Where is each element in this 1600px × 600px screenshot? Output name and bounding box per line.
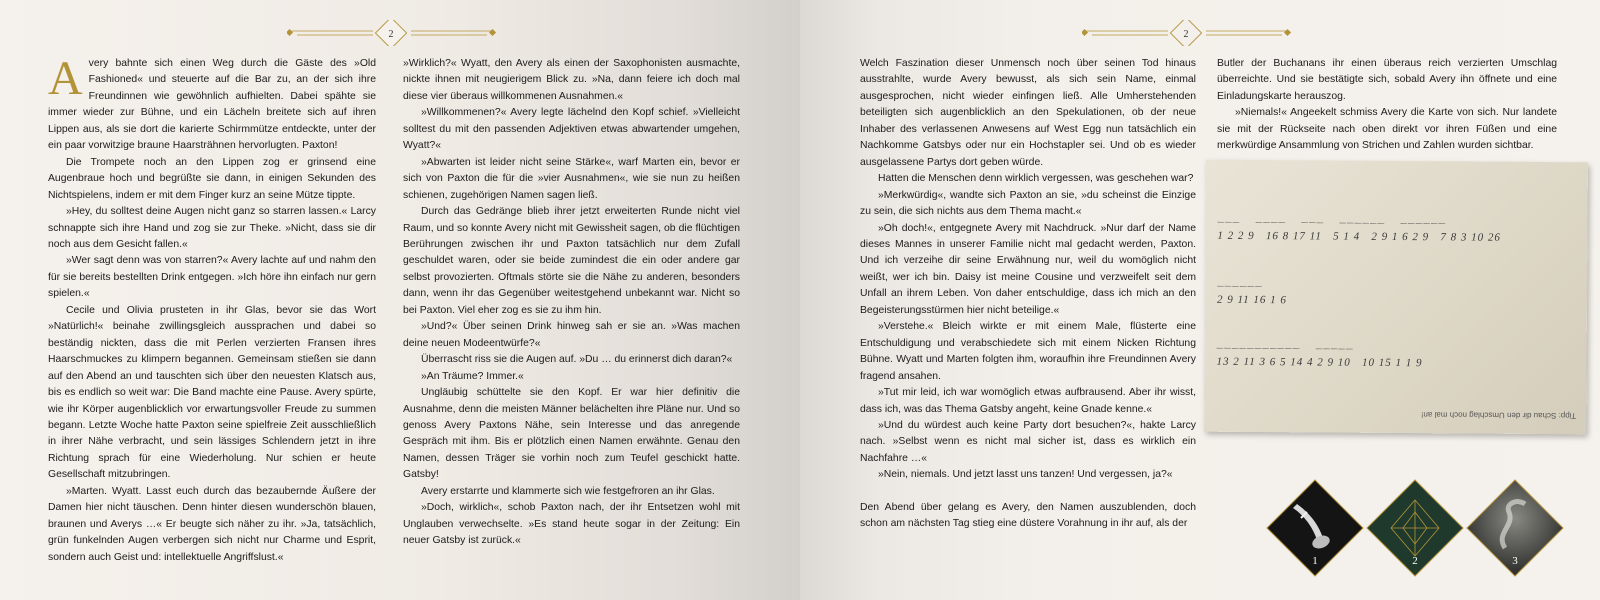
tile-label: 1 (1312, 555, 1318, 567)
paragraph: Butler der Buchanans ihr einen überaus reich verzierten Umschlag überreichte. Und sie bestätigte sich, sobald Avery ihn öffnete und eine Einladungskarte herauszog. (1217, 58, 1557, 102)
cipher-line: 13 2 11 3 6 5 14 4 2 9 10 10 15 1 1 9 (1216, 355, 1423, 370)
paragraph: »Hey, du solltest deine Augen nicht ganz so starren lassen.« Larcy schnappte sich ihre Hand und zog sie zur Theke. »Nicht, dass sie dir noch aus dem Gesicht fallen.« (48, 206, 376, 250)
cipher-line: 1 2 2 9 16 8 17 11 5 1 4 2 9 1 6 2 9 7 8 3 10 26 (1217, 229, 1501, 244)
cipher-line: 2 9 11 16 1 6 (1216, 293, 1287, 307)
paragraph: Durch das Gedränge blieb ihrer jetzt erweiterten Runde nicht viel Raum, und so konnte Avery nicht mit Gewissheit sagen, ob die flüchtigen Berührungen zwischen ihr und Paxton tatsächlich nur dem Zufall geschuldet waren, oder sie beide zumindest die ein oder andere gar selbst provozierten. Oftmals störte sie die Nähe zu anderen, besonders dann, wenn ihr das Gegenüber weitestgehend unbekannt war. Nicht so bei Paxton. Viel eher zog es sie zu ihm hin. (403, 206, 740, 316)
cipher-dashes: ___ ____ ___ ______ ______ (1217, 209, 1447, 225)
paragraph: Den Abend über gelang es Avery, den Namen auszublenden, doch schon am nächsten Tag stieg eine düstere Vorahnung in ihr auf, als der (860, 501, 1196, 530)
left-column-2 (403, 56, 740, 550)
paragraph: »Und du würdest auch keine Party dort besuchen?«, hakte Larcy nach. »Selbst wenn es nicht mal sicher ist, dass es wirklich ein Nachfahre …« (860, 419, 1196, 464)
invitation-card-back (1204, 160, 1588, 435)
paragraph: Überrascht riss sie die Augen auf. »Du … du erinnerst dich daran?« (421, 354, 733, 366)
paragraph: »Merkwürdig«, wandte sich Paxton an sie, »du scheinst die Einzige zu sein, die sich nichts aus dem Thema macht.« (860, 189, 1196, 218)
paragraph: »Abwarten ist leider nicht seine Stärke«, warf Marten ein, bevor er sich von Paxton die für die »vier Ausnahmen«, wie sie nun zu heißen schienen, zugehörigen Namen sagen ließ. (403, 156, 740, 201)
cipher-dashes: ______ (1217, 273, 1263, 288)
paragraph: »Wirklich?« Wyatt, den Avery als einen der Saxophonisten ausmachte, nickte ihnen mit neugierigem Blick zu. »Na, dann feiere ich doch mal diese vier überaus willkommenen Ausnahmen.« (403, 58, 740, 102)
paragraph: Avery erstarrte und klammerte sich wie festgefroren an ihr Glas. (421, 485, 715, 497)
chapter-tiles (1265, 478, 1565, 588)
hint-text: Tipp: Schau dir den Umschlag noch mal an! (1421, 410, 1577, 421)
paragraph: »Wer sagt denn was von starren?« Avery lachte auf und nahm den für sie bereits bestellten Drink entgegen. »Ich höre ihn einfach nur gern spielen.« (48, 255, 376, 300)
paragraph: »Und?« Über seinen Drink hinweg sah er sie an. »Was machen deine neuen Modeentwürfe?« (403, 321, 740, 349)
paragraph: »Willkommenen?« Avery legte lächelnd den Kopf schief. »Vielleicht solltest du mit den passenden Adjektiven etwas abwartender umgehen, Wyatt?« (403, 107, 740, 152)
page-number: 2 (388, 29, 394, 40)
paragraph: Cecile und Olivia prusteten in ihr Glas, bevor sie das Wort »Natürlich!« beinahe zwillingsgleich aussprachen und dabei so beständig nickten, dass die mit Perlen verzierten Fransen ihres Haarschmuckes zu klimpern begannen. Gemeinsam stießen sie dann auf den Abend an und tauschten sich über den neuesten Klatsch aus, bis es endlich so weit war: Die Band machte eine Pause. Avery spürte, wie ihr Körper augenblicklich vor erwartungsvoller Freude zu summen begann. Letzte Woche hatte Paxton seine spielfreie Zeit ausschließlich in ihrer Nähe verbracht, und sein lässiges Schlendern jetzt in ihre Richtung sprach für eine Wiederholung. Nur schien er heute Gesellschaft mitzubringen. (48, 304, 376, 481)
tile-label: 3 (1512, 555, 1518, 567)
paragraph: Die Trompete noch an den Lippen zog er grinsend eine Augenbraue hoch und begrüßte sie dann, in einigen Sekunden des Nichtspielens, indem er mit dem Finger kurz an seine Mütze tippte. (48, 156, 376, 201)
paragraph: »Niemals!« Angeekelt schmiss Avery die Karte von sich. Nur landete sie mit der Rückseite nach oben direkt vor ihren Füßen und eine merkwürdige Ansammlung von Strichen und Zahlen wurden sichtbar. (1217, 107, 1557, 152)
paragraph: very bahnte sich einen Weg durch die Gäste des »Old Fashioned« und steuerte auf die Bar zu, an der sich ihre Freundinnen wie gewöhnlich aufhielten. Dabei spähte sie immer wieder zur Bühne, und ein Lächeln breitete sich auf ihren Lippen aus, als sie dort die karierte Schirmmütze entdeckte, unter der ein paar vorwitzige braune Haarsträhnen hervorlugten. Paxton! (48, 58, 376, 152)
cipher-dashes: ___________ _____ (1216, 335, 1354, 350)
tile-2 (1365, 478, 1465, 578)
paragraph: »Nein, niemals. Und jetzt lasst uns tanzen! Und vergessen, ja?« (878, 469, 1173, 481)
paragraph: Ungläubig schüttelte sie den Kopf. Er war hier definitiv die Ausnahme, denn die meisten Männer belächelten ihre Pläne nur. Und so genoss Avery Paxtons Nähe, sein Interesse und das anregende Gespräch mit ihm. Bis er plötzlich einen Namen erwähnte. Genau den Namen, dessen Träger sie vorhin noch zum Teufel geschickt hatte. Gatsby! (403, 387, 740, 481)
page-number-ornament (1082, 20, 1292, 46)
paragraph: »Doch, wirklich«, schob Paxton nach, der ihr Entsetzen wohl mit Unglauben verwechselte. »Es stand heute sogar in der Zeitung: Ein neuer Gatsby ist zurück.« (403, 502, 740, 547)
page-number-ornament (287, 20, 497, 46)
paragraph: Hatten die Menschen denn wirklich vergessen, was geschehen war? (878, 173, 1194, 185)
drop-cap: A (48, 52, 83, 105)
paragraph: »Tut mir leid, ich war womöglich etwas aufbrausend. Aber ihr wisst, dass ich, was das Thema Gatsby angeht, keine Gnade kenne.« (860, 387, 1196, 415)
paragraph: »An Träume? Immer.« (421, 370, 524, 382)
paragraph: »Marten. Wyatt. Lasst euch durch das bezaubernde Äußere der Damen hier nicht täuschen. Denn hinter diesen wunderschön blauen, braunen und Averys …« Er beugte sich näher zu ihr. »Ja, tatsächlich, grün funkelnden Augen verbergen sich nicht nur Charme und Esprit, sondern auch Geist und: intellektuelle Angriffslust.« (48, 485, 376, 563)
tile-label: 2 (1412, 555, 1418, 567)
left-column-1 (48, 52, 376, 566)
paragraph: »Oh doch!«, entgegnete Avery mit Nachdruck. »Nur darf der Name dieses Mannes in unserer Familie nicht mal gedacht werden, Paxton. Und ich verzeihe dir seine Erwähnung nur, weil du womöglich nicht weißt, wer ich bin. Daisy ist meine Cousine und verzweifelt seit dem Unfall an ihrem Leben. Von daher entschuldige, dass ich mich an den Begeisterungsstürmen hier nicht beteilige.« (860, 222, 1196, 316)
tile-3 (1465, 478, 1565, 578)
page-number: 2 (1183, 29, 1189, 40)
tile-1 (1265, 478, 1365, 578)
right-column-1 (860, 56, 1196, 533)
paragraph: »Verstehe.« Bleich wirkte er mit einem Male, flüsterte eine Entschuldigung und verabschiedete sich mit einem Nicken Richtung Bühne. Wyatt und Marten folgten ihm, woraufhin ihre Freundinnen Avery fragend ansahen. (860, 321, 1196, 382)
paragraph: Welch Faszination dieser Unmensch noch über seinen Tod hinaus ausstrahlte, wurde Avery bewusst, als sich sein Name, einmal ausgesprochen, nicht wieder einfingen ließ. Alle Umherstehenden beteiligten sich augenblicklich an den Spekulationen, ob der neue Inhaber des verlassenen Anwesens auf West Egg nun tatsächlich ein Nachkomme Gatsbys oder nur ein Hochstapler sei. Und ob es wieder ausgelassene Partys dort geben würde. (860, 58, 1196, 168)
right-column-2 (1217, 56, 1557, 155)
